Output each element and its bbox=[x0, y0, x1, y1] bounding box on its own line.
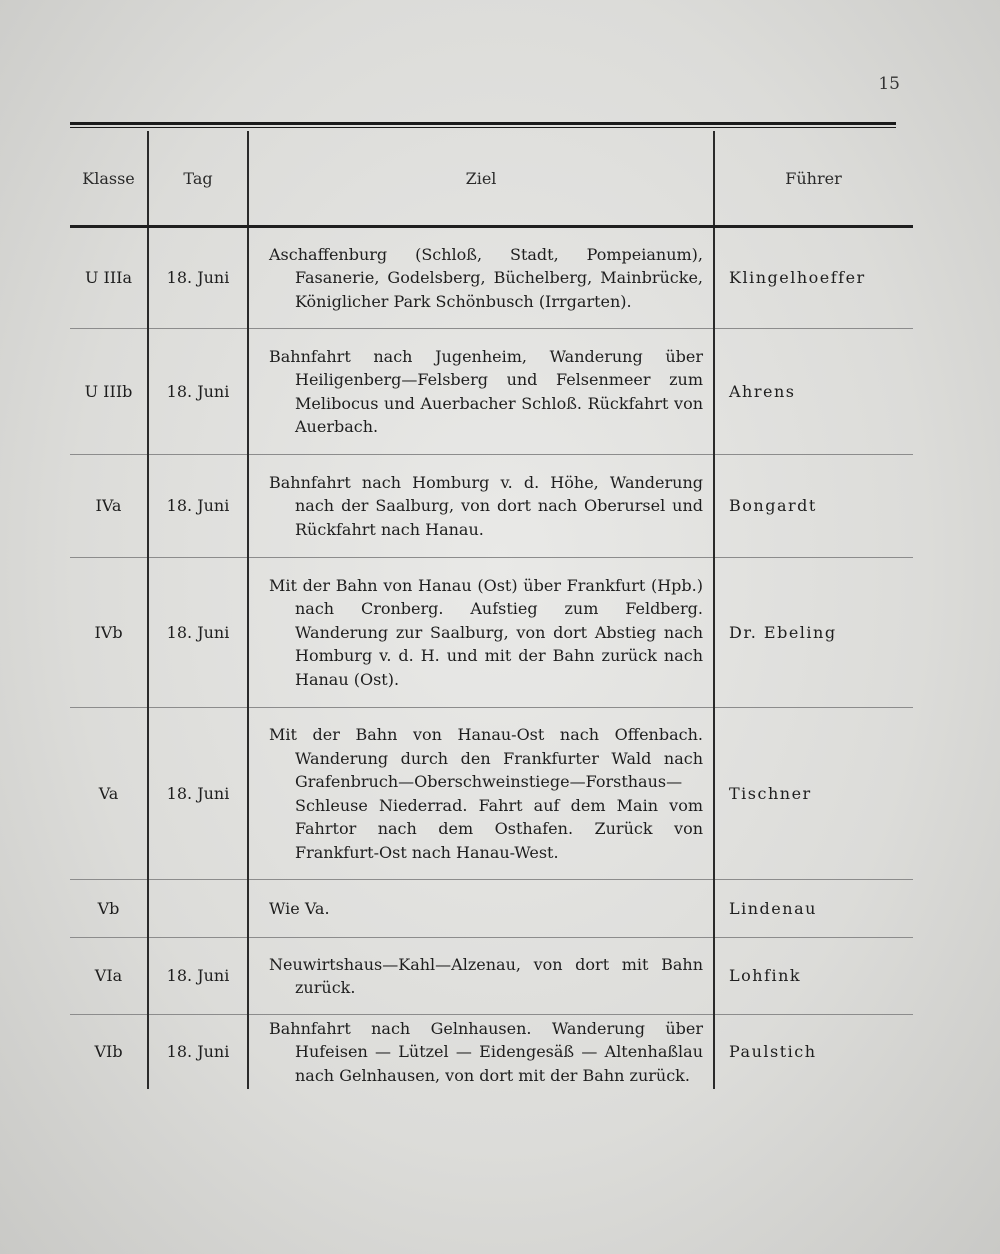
cell-ziel bbox=[248, 227, 714, 329]
cell-fuehrer: Dr. Ebeling bbox=[714, 558, 913, 708]
cell-ziel bbox=[248, 938, 714, 1015]
table-row bbox=[70, 880, 913, 938]
cell-tag: 18. Juni bbox=[148, 1015, 248, 1089]
excursion-table-container bbox=[70, 131, 900, 1089]
cell-fuehrer: Lohfink bbox=[714, 938, 913, 1015]
top-rule-thin bbox=[70, 127, 896, 128]
ziel-text: Mit der Bahn von Hanau (Ost) über Frankfurt (Hpb.) nach Cronberg. Aufstieg zum Feldberg. Wanderung zur Saalburg, von dort Abstieg nach Homburg v. d. H. und mit der Bahn zurück nach Hanau (Ost). bbox=[269, 575, 703, 689]
ziel-text: Neuwirtshaus—Kahl—Alzenau, von dort mit Bahn zurück. bbox=[269, 954, 703, 997]
cell-tag: 18. Juni bbox=[148, 708, 248, 880]
header-ziel: Ziel bbox=[248, 131, 714, 227]
cell-ziel bbox=[248, 1015, 714, 1089]
cell-ziel bbox=[248, 880, 714, 938]
cell-tag: 18. Juni bbox=[148, 455, 248, 558]
cell-tag bbox=[148, 880, 248, 938]
cell-klasse: VIb bbox=[94, 1042, 123, 1061]
cell-klasse: Va bbox=[70, 708, 148, 880]
cell-tag: 18. Juni bbox=[148, 558, 248, 708]
cell-tag: 18. Juni bbox=[148, 938, 248, 1015]
top-rule bbox=[70, 122, 896, 125]
table-row bbox=[70, 329, 913, 455]
ziel-text: Bahnfahrt nach Gelnhausen. Wanderung über Hufeisen — Lützel — Eidengesäß — Altenhaßlau nach Gelnhausen, von dort mit der Bahn zurück. bbox=[269, 1018, 703, 1085]
ziel-text: Mit der Bahn von Hanau-Ost nach Offenbach. Wanderung durch den Frankfurter Wald nach Grafenbruch—Oberschweinstiege—Forsthaus—Schleuse Niederrad. Fahrt auf dem Main vom Fahrtor nach dem Osthafen. Zurück von Frankfurt-Ost nach Hanau-West. bbox=[269, 725, 703, 862]
cell-klasse: U IIIb bbox=[70, 329, 148, 455]
cell-klasse: U IIIa bbox=[70, 227, 148, 329]
cell-klasse: Vb bbox=[70, 880, 148, 938]
table-row bbox=[70, 1015, 913, 1089]
table-row bbox=[70, 227, 913, 329]
cell-ziel bbox=[248, 455, 714, 558]
table-header-row bbox=[70, 131, 913, 227]
ziel-text: Bahnfahrt nach Homburg v. d. Höhe, Wanderung nach der Saalburg, von dort nach Oberursel und Rückfahrt nach Hanau. bbox=[269, 472, 703, 539]
ziel-text: Wie Va. bbox=[269, 898, 330, 918]
table-row bbox=[70, 455, 913, 558]
header-tag: Tag bbox=[148, 131, 248, 227]
cell-ziel bbox=[248, 558, 714, 708]
table-row bbox=[70, 708, 913, 880]
cell-klasse: VIa bbox=[70, 938, 148, 1015]
excursion-table bbox=[70, 131, 913, 1089]
cell-fuehrer: Lindenau bbox=[714, 880, 913, 938]
table-row bbox=[70, 938, 913, 1015]
table-row bbox=[70, 558, 913, 708]
cell-fuehrer: Ahrens bbox=[714, 329, 913, 455]
cell-fuehrer: Bongardt bbox=[714, 455, 913, 558]
cell-tag: 18. Juni bbox=[148, 329, 248, 455]
header-fuehrer: Führer bbox=[714, 131, 913, 227]
cell-fuehrer: Paulstich bbox=[714, 1015, 913, 1089]
cell-fuehrer: Klingelhoeffer bbox=[714, 227, 913, 329]
cell-tag: 18. Juni bbox=[148, 227, 248, 329]
ziel-text: Bahnfahrt nach Jugenheim, Wanderung über Heiligenberg—Felsberg und Felsenmeer zum Melibocus und Auerbacher Schloß. Rückfahrt von Auerbach. bbox=[269, 346, 703, 436]
cell-ziel bbox=[248, 708, 714, 880]
cell-klasse: IVb bbox=[70, 558, 148, 708]
page-number: 15 bbox=[878, 74, 900, 94]
cell-fuehrer: Tischner bbox=[714, 708, 913, 880]
cell-ziel bbox=[248, 329, 714, 455]
header-klasse: Klasse bbox=[70, 131, 148, 227]
ziel-text: Aschaffenburg (Schloß, Stadt, Pompeianum), Fasanerie, Godelsberg, Büchelberg, Mainbrücke, Königlicher Park Schönbusch (Irrgarten). bbox=[269, 244, 703, 311]
cell-klasse: IVa bbox=[70, 455, 148, 558]
